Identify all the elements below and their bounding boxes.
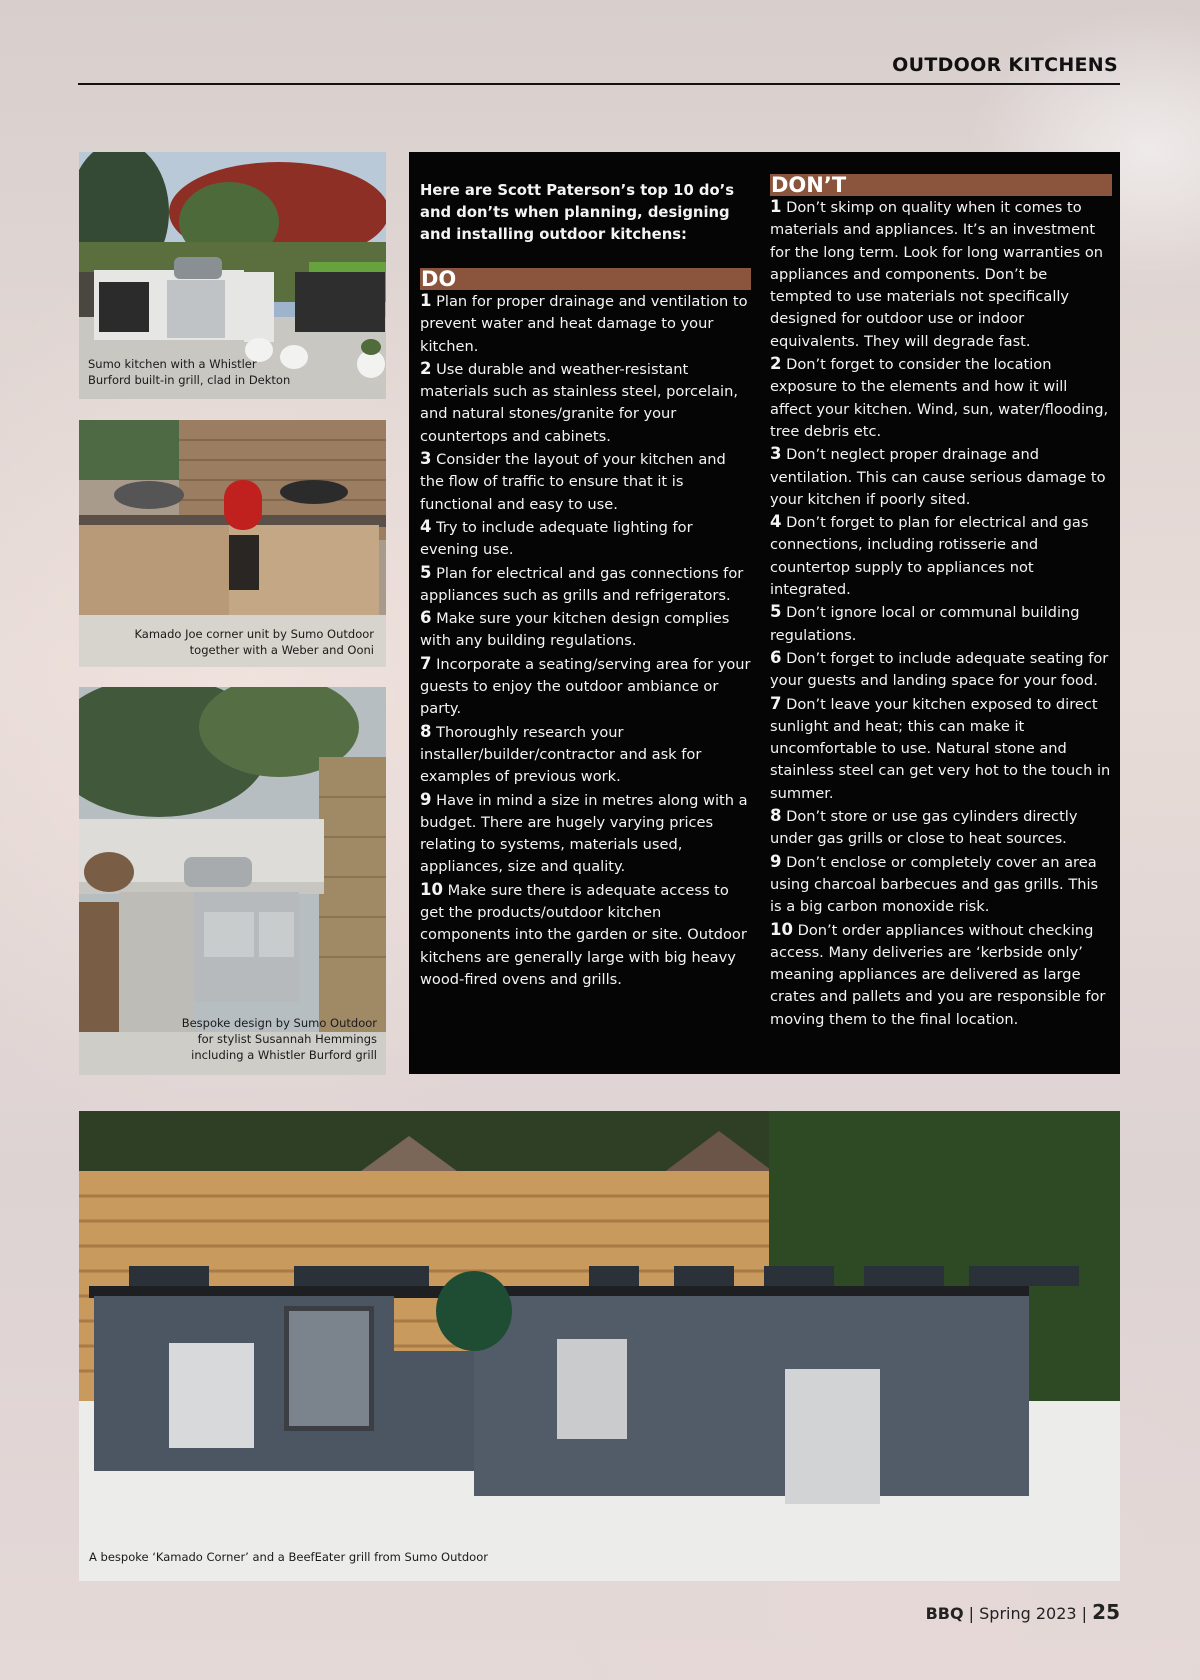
dont-item — [770, 353, 1112, 443]
photo-sumo-kitchen — [79, 152, 386, 399]
item-number: 6 — [770, 647, 782, 667]
do-item — [420, 653, 751, 721]
footer-brand: BBQ — [925, 1604, 964, 1623]
item-number: 3 — [770, 444, 782, 464]
do-item — [420, 562, 751, 608]
do-item — [420, 358, 751, 448]
item-text: Incorporate a seating/serving area for your guests to enjoy the outdoor ambiance or party. — [420, 655, 751, 718]
header-rule — [78, 83, 1120, 85]
caption-line: for stylist Susannah Hemmings — [197, 1032, 377, 1046]
section-title: OUTDOOR KITCHENS — [892, 54, 1118, 76]
item-number: 8 — [420, 721, 432, 741]
item-number: 8 — [770, 806, 782, 826]
photo-bespoke-design — [79, 687, 386, 1075]
footer-separator: | — [1081, 1604, 1088, 1623]
item-number: 7 — [770, 693, 782, 713]
photo-kamado-corner-beefeater — [79, 1111, 1120, 1581]
item-text: Consider the layout of your kitchen and the flow of traffic to ensure that it is functional and easy to use. — [420, 451, 726, 513]
item-text: Don’t enclose or completely cover an area using charcoal barbecues and gas grills. This is a big carbon monoxide risk. — [770, 853, 1099, 916]
do-list — [420, 290, 751, 991]
item-number: 3 — [420, 449, 432, 469]
item-number: 4 — [420, 516, 432, 536]
item-number: 4 — [770, 512, 782, 532]
caption-line: Bespoke design by Sumo Outdoor — [181, 1016, 377, 1030]
photo-kamado-corner-beefeater-image — [79, 1111, 1120, 1581]
item-number: 10 — [420, 879, 443, 899]
caption-line: together with a Weber and Ooni — [189, 643, 374, 657]
caption-line: Sumo kitchen with a Whistler — [88, 357, 257, 371]
item-text: Don’t store or use gas cylinders directly under gas grills or close to heat sources. — [770, 808, 1078, 848]
item-text: Don’t leave your kitchen exposed to direct sunlight and heat; this can make it uncomfortable to use. Natural stone and stainless steel can get very hot to the touch in summer. — [770, 695, 1111, 802]
item-text: Make sure there is adequate access to get the products/outdoor kitchen components into the garden or site. Outdoor kitchens are generally large with big heavy wood-fired ovens and grills. — [420, 881, 747, 988]
dont-item — [770, 196, 1112, 353]
do-item — [420, 448, 751, 516]
item-number: 6 — [420, 608, 432, 628]
photo-kamado-joe-corner — [79, 420, 386, 667]
item-text: Try to include adequate lighting for evening use. — [420, 518, 693, 559]
do-item — [420, 607, 751, 653]
item-number: 5 — [420, 562, 432, 582]
item-number: 5 — [770, 602, 782, 622]
caption-line: A bespoke ‘Kamado Corner’ and a BeefEater grill from Sumo Outdoor — [89, 1550, 488, 1564]
dont-column — [770, 174, 1112, 1031]
do-item — [420, 879, 751, 991]
item-text: Thoroughly research your installer/builder/contractor and ask for examples of previous work. — [420, 723, 702, 786]
dos-and-donts-panel — [409, 152, 1120, 1074]
do-heading: DO — [420, 268, 751, 290]
caption-line: including a Whistler Burford grill — [191, 1048, 377, 1062]
dont-item — [770, 851, 1112, 919]
footer-issue: Spring 2023 — [979, 1604, 1077, 1623]
item-number: 1 — [770, 197, 782, 216]
item-text: Make sure your kitchen design complies with any building regulations. — [420, 610, 730, 650]
item-text: Don’t ignore local or communal building regulations. — [770, 604, 1080, 644]
item-text: Use durable and weather-resistant materials such as stainless steel, porcelain, and natural stones/granite for your countertops and cabinets. — [420, 360, 738, 445]
dont-list — [770, 196, 1112, 1031]
do-item — [420, 721, 751, 789]
item-number: 1 — [420, 291, 432, 310]
item-number: 10 — [770, 919, 793, 939]
item-number: 7 — [420, 653, 432, 673]
photo-caption — [89, 1549, 488, 1565]
dont-item — [770, 647, 1112, 693]
dont-item — [770, 805, 1112, 851]
item-number: 2 — [420, 358, 432, 378]
item-text: Don’t skimp on quality when it comes to materials and appliances. It’s an investment for the long term. Look for long warranties on appliances and components. Don’t be tempted to use materials not specifically designed for outdoor use or indoor equivalents. They will degrade fast. — [770, 199, 1104, 350]
item-text: Have in mind a size in metres along with a budget. There are hugely varying prices relating to systems, materials used, appliances, size and quality. — [420, 791, 748, 876]
item-text: Plan for proper drainage and ventilation to prevent water and heat damage to your kitchen. — [420, 293, 748, 355]
panel-intro: Here are Scott Paterson’s top 10 do’s and don’ts when planning, designing and installing outdoor kitchens: — [420, 182, 735, 243]
dont-heading: DON’T — [770, 174, 1112, 196]
photo-caption — [134, 626, 374, 658]
do-item — [420, 290, 751, 358]
dont-item — [770, 601, 1112, 647]
item-text: Plan for electrical and gas connections for appliances such as grills and refrigerators. — [420, 564, 744, 604]
item-text: Don’t forget to plan for electrical and gas connections, including rotisserie and countertop supply to appliances not integrated. — [770, 514, 1089, 599]
do-item — [420, 516, 751, 562]
caption-line: Kamado Joe corner unit by Sumo Outdoor — [134, 627, 374, 641]
item-text: Don’t order appliances without checking access. Many deliveries are ‘kerbside only’ meaning appliances are delivered as large crates and pallets and you are responsible for moving them to the final location. — [770, 921, 1106, 1028]
dont-item — [770, 511, 1112, 601]
footer-separator: | — [968, 1604, 975, 1623]
do-item — [420, 789, 751, 879]
photo-caption — [182, 1015, 377, 1063]
item-number: 9 — [770, 851, 782, 871]
photo-caption — [88, 356, 290, 388]
item-text: Don’t neglect proper drainage and ventilation. This can cause serious damage to your kitchen if poorly sited. — [770, 446, 1106, 508]
page-footer — [926, 1600, 1120, 1624]
do-column — [420, 180, 751, 991]
dont-item — [770, 443, 1112, 511]
item-number: 2 — [770, 354, 782, 374]
dont-item — [770, 693, 1112, 805]
item-text: Don’t forget to include adequate seating for your guests and landing space for your food. — [770, 649, 1109, 690]
dont-item — [770, 919, 1112, 1031]
page-number: 25 — [1092, 1600, 1120, 1624]
caption-line: Burford built-in grill, clad in Dekton — [88, 373, 291, 387]
item-text: Don’t forget to consider the location exposure to the elements and how it will affect your kitchen. Wind, sun, water/flooding, tree debris etc. — [770, 356, 1109, 440]
item-number: 9 — [420, 789, 432, 809]
